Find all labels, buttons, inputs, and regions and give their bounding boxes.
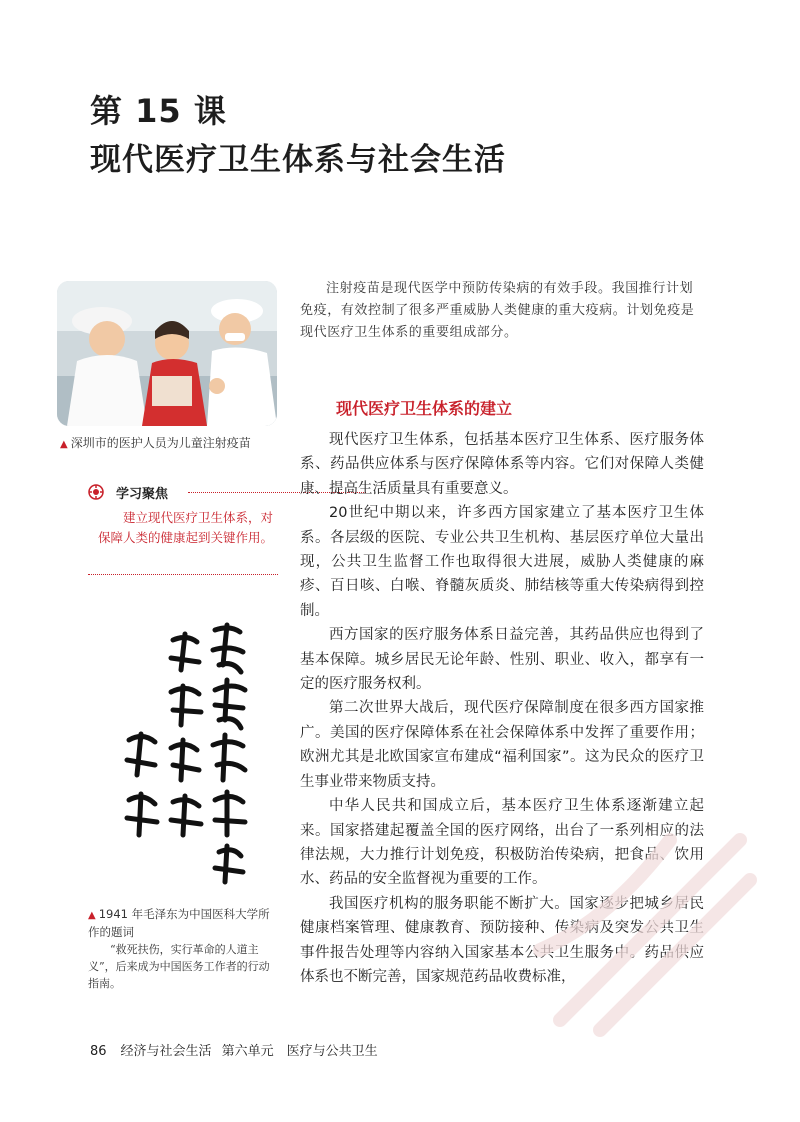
unit-title: 第六单元 医疗与公共卫生 <box>221 1044 378 1059</box>
calligraphy-inscription <box>115 620 265 895</box>
photo-caption <box>60 434 251 451</box>
section-heading: 现代医疗卫生体系的建立 <box>336 399 513 418</box>
triangle-marker-icon: ▲ <box>60 439 68 450</box>
paragraph: 第二次世界大战后，现代医疗保障制度在很多西方国家推广。美国的医疗保障体系在社会保障体系中发挥了重要作用；欧洲尤其是北欧国家宣布建成“福利国家”。这为民众的医疗卫生事业带来物质支持。 <box>300 700 704 790</box>
book-title: 经济与社会生活 <box>120 1044 212 1059</box>
focus-target-icon <box>88 484 104 500</box>
study-focus-text: 建立现代医疗卫生体系，对保障人类的健康起到关键作用。 <box>98 510 274 545</box>
intro-paragraph: 注射疫苗是现代医学中预防传染病的有效手段。我国推行计划免疫，有效控制了很多严重威胁人类健康的重大疫病。计划免疫是现代医疗卫生体系的重要组成部分。 <box>300 281 695 340</box>
page-number: 86 <box>90 1044 107 1059</box>
study-focus-header <box>88 483 278 503</box>
vaccination-photo <box>57 281 277 426</box>
paragraph: 现代医疗卫生体系，包括基本医疗卫生体系、医疗服务体系、药品供应体系与医疗保障体系等内容。它们对保障人类健康、提高生活质量具有重要意义。 <box>300 432 704 497</box>
page-footer <box>90 1040 378 1059</box>
calligraphy-caption-line1: 1941 年毛泽东为中国医科大学所作的题词 <box>88 907 270 939</box>
paragraph: 中华人民共和国成立后，基本医疗卫生体系逐渐建立起来。国家搭建起覆盖全国的医疗网络，出台了一系列相应的法律法规，大力推行计划免疫，积极防治传染病，把食品、饮用水、药品的安全监督视为重要的工作。 <box>300 798 704 888</box>
paragraph: 20世纪中期以来，许多西方国家建立了基本医疗卫生体系。各层级的医院、专业公共卫生机构、基层医疗单位大量出现，公共卫生监督工作也取得很大进展，威胁人类健康的麻疹、百日咳、白喉、脊髓灰质炎、肺结核等重大传染病得到控制。 <box>300 505 704 619</box>
calligraphy-caption <box>88 906 278 992</box>
study-focus-title: 学习聚焦 <box>116 487 169 502</box>
triangle-marker-icon: ▲ <box>88 910 96 921</box>
body-text <box>300 428 704 989</box>
divider <box>88 574 278 575</box>
paragraph: 我国医疗机构的服务职能不断扩大。国家逐步把城乡居民健康档案管理、健康教育、预防接种、传染病及突发公共卫生事件报告处理等内容纳入国家基本公共卫生服务中。药品供应体系也不断完善，国家规范药品收费标准， <box>300 895 704 985</box>
lesson-title: 现代医疗卫生体系与社会生活 <box>90 142 506 178</box>
lesson-number: 第 15 课 <box>90 92 227 130</box>
paragraph: 西方国家的医疗服务体系日益完善，其药品供应也得到了基本保障。城乡居民无论年龄、性别、职业、收入，都享有一定的医疗服务权利。 <box>300 627 704 693</box>
calligraphy-caption-line2: “救死扶伤，实行革命的人道主义”，后来成为中国医务工作者的行动指南。 <box>88 943 270 990</box>
photo-caption-text: 深圳市的医护人员为儿童注射疫苗 <box>70 436 251 450</box>
